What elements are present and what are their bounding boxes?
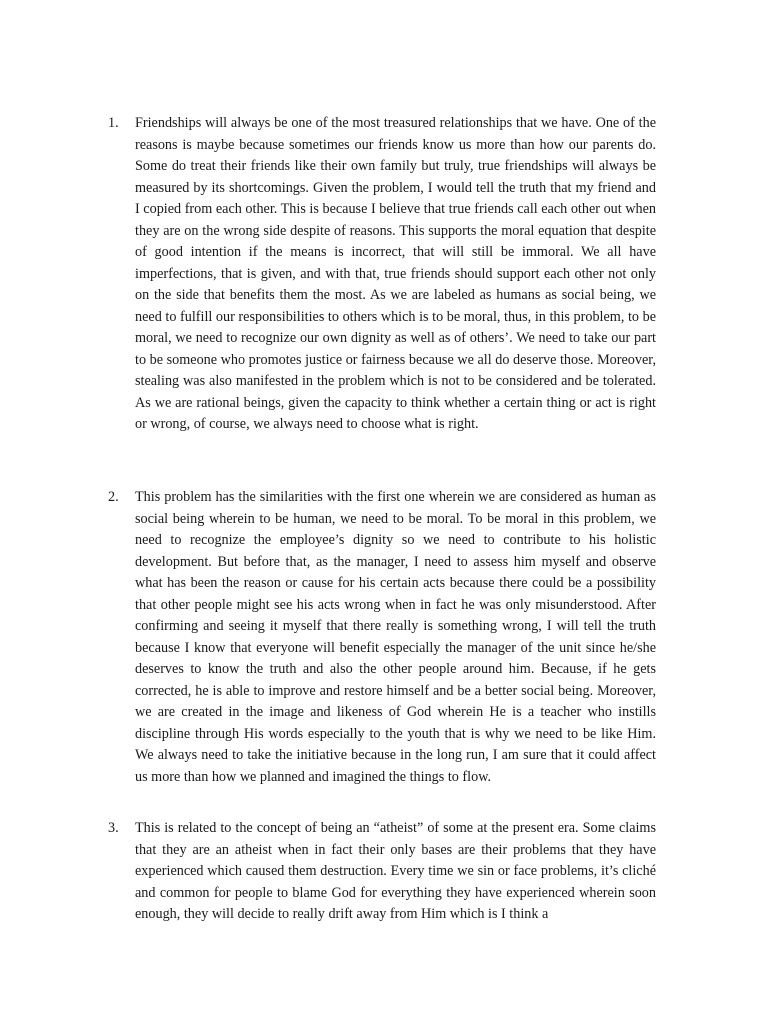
list-item-2 [108,487,656,788]
list-item-1 [108,113,656,436]
list-item-3 [108,818,656,926]
item-number: 2. [108,489,119,505]
item-number: 3. [108,820,119,836]
item-paragraph: This is related to the concept of being an “atheist” of some at the present era. Some claims that they are an atheist when in fact their only bases are their problems that they have experienced which caused them destruction. Every time we sin or face problems, it’s cliché and common for people to blame God for everything they have experienced wherein soon enough, they will decide to really drift away from Him which is I think a [135,820,656,922]
item-paragraph: Friendships will always be one of the most treasured relationships that we have. One of the reasons is maybe because sometimes our friends know us more than how our parents do. Some do treat their friends like their own family but truly, true friendships will always be measured by its shortcomings. Given the problem, I would tell the truth that my friend and I copied from each other. This is because I believe that true friends call each other out when they are on the wrong side despite of reasons. This supports the moral equation that despite of good intention if the means is incorrect, that will still be immoral. We all have imperfections, that is given, and with that, true friends should support each other not only on the side that benefits them the most. As we are labeled as humans as social being, we need to fulfill our responsibilities to others which is to be moral, thus, in this problem, to be moral, we need to recognize our own dignity as well as of others’. We need to take our part to be someone who promotes justice or fairness because we all do deserve those. Moreover, stealing was also manifested in the problem which is not to be considered and be tolerated. As we are rational beings, given the capacity to think whether a certain thing or act is right or wrong, of course, we always need to choose what is right. [135,115,656,432]
item-number: 1. [108,115,119,131]
item-paragraph: This problem has the similarities with the first one wherein we are considered as human as social being wherein to be human, we need to be moral. To be moral in this problem, we need to recognize the employee’s dignity so we need to contribute to his holistic development. But before that, as the manager, I need to assess him myself and observe what has been the reason or cause for his certain acts because there could be a possibility that other people might see his acts wrong when in fact he was only misunderstood. After confirming and seeing it myself that there really is something wrong, I will tell the truth because I know that everyone will benefit especially the manager of the unit since he/she deserves to know the truth and also the other people around him. Because, if he gets corrected, he is able to improve and restore himself and be a better social being. Moreover, we are created in the image and likeness of God wherein He is a teacher who instills discipline through His words especially to the youth that is why we need to be like Him. We always need to take the initiative because in the long run, I am sure that it could affect us more than how we planned and imagined the things to flow. [135,489,656,785]
